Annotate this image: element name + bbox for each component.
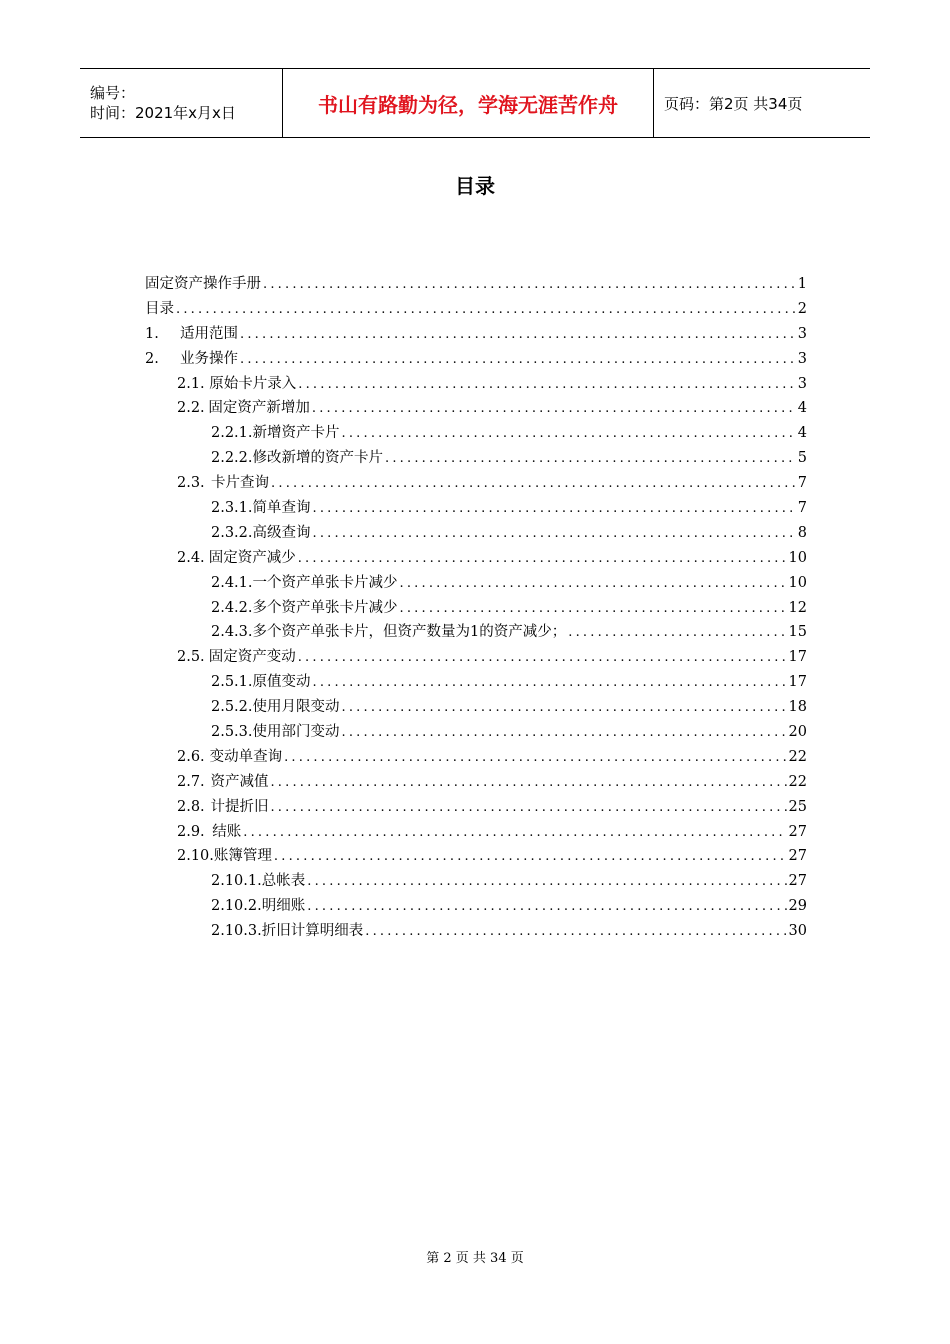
toc-entry-number: 2.5.2. [211, 699, 253, 716]
toc-entry-page: 2 [797, 300, 807, 317]
toc-leader-dots [274, 849, 787, 864]
toc-entry-label: 总帐表 [261, 873, 306, 890]
toc-entry-label: 目录 [145, 300, 174, 317]
toc-leader-dots [298, 650, 787, 665]
toc-leader-dots [240, 352, 796, 367]
toc-entry[interactable] [145, 720, 807, 745]
toc-entry-number: 2.2.1. [211, 425, 253, 442]
toc-entry-label: 账簿管理 [213, 848, 272, 865]
toc-entry-number: 2.10. [177, 848, 214, 865]
toc-leader-dots [385, 451, 796, 466]
toc-entry-page: 22 [788, 773, 807, 790]
toc-entry-label: 固定资产减少 [208, 549, 296, 566]
toc-leader-dots [284, 750, 786, 765]
toc-entry[interactable] [145, 272, 807, 297]
motto-text: 书山有路勤为径，学海无涯苦作舟 [318, 92, 618, 117]
toc-entry[interactable] [145, 496, 807, 521]
toc-entry-page: 4 [797, 425, 807, 442]
toc-entry[interactable] [145, 745, 807, 770]
toc-entry[interactable] [145, 322, 807, 347]
toc-entry[interactable] [145, 844, 807, 869]
toc-entry-number: 2.3.1. [211, 500, 253, 517]
toc-entry-number: 2.3. [177, 475, 205, 492]
toc-entry-page: 1 [797, 276, 807, 292]
toc-leader-dots [298, 377, 796, 392]
toc-entry-label: 折旧计算明细表 [261, 923, 364, 940]
toc-entry[interactable] [145, 894, 807, 919]
toc-leader-dots [365, 924, 786, 939]
page-info-text: 页码：第2页 共34页 [664, 94, 803, 113]
toc-entry-label: 明细账 [261, 898, 306, 915]
toc-leader-dots [312, 401, 796, 416]
toc-entry-page: 7 [797, 500, 807, 517]
toc-leader-dots [176, 302, 796, 317]
toc-entry-label: 资产减值 [210, 773, 269, 790]
toc-entry-label: 使用月限变动 [252, 699, 340, 716]
toc-entry-page: 29 [788, 898, 807, 915]
toc-entry[interactable] [145, 546, 807, 571]
toc-entry[interactable] [145, 620, 807, 645]
toc-entry-label: 修改新增的资产卡片 [252, 450, 384, 467]
table-of-contents [145, 272, 807, 944]
toc-entry[interactable] [145, 396, 807, 421]
toc-entry-label: 固定资产变动 [208, 649, 296, 666]
toc-entry[interactable] [145, 521, 807, 546]
toc-entry-page: 8 [797, 524, 807, 541]
toc-leader-dots [313, 675, 787, 690]
toc-entry-page: 30 [788, 923, 807, 940]
toc-leader-dots [271, 476, 796, 491]
toc-entry[interactable] [145, 372, 807, 397]
toc-leader-dots [270, 775, 786, 790]
toc-entry-number: 2.10.1. [211, 873, 262, 890]
toc-entry-page: 10 [788, 549, 807, 566]
toc-entry-number: 2.7. [177, 773, 205, 790]
toc-entry-label: 使用部门变动 [252, 724, 340, 741]
toc-leader-dots [342, 725, 787, 740]
toc-leader-dots [400, 601, 787, 616]
toc-leader-dots [342, 426, 796, 441]
toc-entry[interactable] [145, 596, 807, 621]
toc-entry[interactable] [145, 347, 807, 372]
page-footer: 第 2 页 共 34 页 [426, 1251, 524, 1266]
toc-entry-number: 2.5. [177, 649, 205, 666]
toc-entry-page: 4 [797, 400, 807, 417]
toc-entry-page: 7 [797, 475, 807, 492]
toc-entry[interactable] [145, 297, 807, 322]
toc-entry-label: 高级查询 [252, 524, 311, 541]
toc-entry-number: 2.4.1. [211, 574, 253, 591]
toc-entry-number: 2.9. [177, 823, 205, 840]
toc-entry-number: 2.4.3. [211, 624, 253, 641]
toc-entry[interactable] [145, 670, 807, 695]
toc-entry-number: 1. [145, 325, 159, 342]
toc-leader-dots [313, 526, 796, 541]
toc-entry-label: 业务操作 [179, 350, 238, 367]
toc-entry[interactable] [145, 820, 807, 845]
toc-entry-number: 2.3.2. [211, 524, 253, 541]
toc-entry-label: 固定资产操作手册 [145, 276, 261, 292]
toc-entry-label: 适用范围 [179, 325, 238, 342]
toc-entry-number: 2.10.3. [211, 923, 262, 940]
toc-entry-page: 3 [797, 375, 807, 392]
toc-entry-number: 2.6. [177, 748, 205, 765]
toc-leader-dots [313, 501, 796, 516]
date-line: 时间：2021年x月x日 [90, 104, 236, 122]
toc-leader-dots [243, 825, 786, 840]
toc-entry-label: 简单查询 [252, 500, 311, 517]
toc-entry-page: 20 [788, 724, 807, 741]
toc-entry-label: 新增资产卡片 [252, 425, 340, 442]
toc-entry-number: 2.5.3. [211, 724, 253, 741]
toc-entry-page: 3 [797, 325, 807, 342]
toc-entry-label: 多个资产单张卡片，但资产数量为1的资产减少； [252, 624, 567, 641]
toc-entry[interactable] [145, 795, 807, 820]
toc-leader-dots [298, 551, 787, 566]
toc-entry-page: 27 [788, 873, 807, 890]
page-header [80, 68, 870, 138]
toc-entry-page: 15 [788, 624, 807, 641]
toc-entry-page: 10 [788, 574, 807, 591]
page-title: 目录 [455, 174, 495, 198]
toc-entry-label: 结账 [212, 823, 242, 840]
toc-entry[interactable] [145, 446, 807, 471]
toc-entry-page: 22 [788, 748, 807, 765]
toc-entry[interactable] [145, 645, 807, 670]
toc-entry-number: 2.4.2. [211, 599, 253, 616]
toc-entry-page: 27 [788, 823, 807, 840]
toc-entry[interactable] [145, 919, 807, 944]
toc-entry-label: 卡片查询 [211, 475, 270, 492]
header-meta [80, 69, 282, 137]
toc-leader-dots [270, 800, 786, 815]
toc-entry-number: 2.8. [177, 798, 205, 815]
toc-entry-page: 17 [788, 649, 807, 666]
toc-entry[interactable] [145, 695, 807, 720]
toc-entry[interactable] [145, 869, 807, 894]
toc-entry-page: 17 [788, 674, 807, 691]
toc-entry-label: 固定资产新增加 [208, 400, 310, 417]
toc-leader-dots [263, 277, 796, 292]
toc-entry-label: 变动单查询 [209, 748, 283, 765]
toc-entry-label: 一个资产单张卡片减少 [252, 574, 398, 591]
toc-entry[interactable] [145, 770, 807, 795]
toc-leader-dots [240, 327, 796, 342]
toc-entry-page: 5 [797, 450, 807, 467]
toc-entry[interactable] [145, 571, 807, 596]
toc-entry-label: 多个资产单张卡片减少 [252, 599, 398, 616]
toc-entry-number: 2. [145, 350, 159, 367]
toc-entry-label: 计提折旧 [210, 798, 269, 815]
toc-entry-page: 12 [788, 599, 807, 616]
toc-entry-page: 25 [788, 798, 807, 815]
toc-leader-dots [307, 899, 786, 914]
toc-entry-label: 原值变动 [252, 674, 311, 691]
toc-entry-label: 原始卡片录入 [209, 375, 297, 392]
toc-leader-dots [568, 625, 786, 640]
toc-entry-number: 2.1. [177, 375, 205, 392]
toc-leader-dots [342, 700, 787, 715]
header-page-info [654, 69, 870, 137]
toc-entry-number: 2.2.2. [211, 450, 253, 467]
toc-entry-page: 3 [797, 350, 807, 367]
toc-entry-page: 18 [788, 699, 807, 716]
toc-leader-dots [307, 874, 786, 889]
toc-entry-number: 2.10.2. [211, 898, 262, 915]
toc-entry-number: 2.2. [177, 400, 205, 417]
toc-entry[interactable] [145, 421, 807, 446]
toc-leader-dots [400, 576, 787, 591]
toc-entry-number: 2.4. [177, 549, 205, 566]
toc-entry-number: 2.5.1. [211, 674, 253, 691]
toc-entry[interactable] [145, 471, 807, 496]
code-label: 编号： [90, 84, 136, 102]
header-motto [282, 69, 654, 137]
toc-entry-page: 27 [788, 848, 807, 865]
